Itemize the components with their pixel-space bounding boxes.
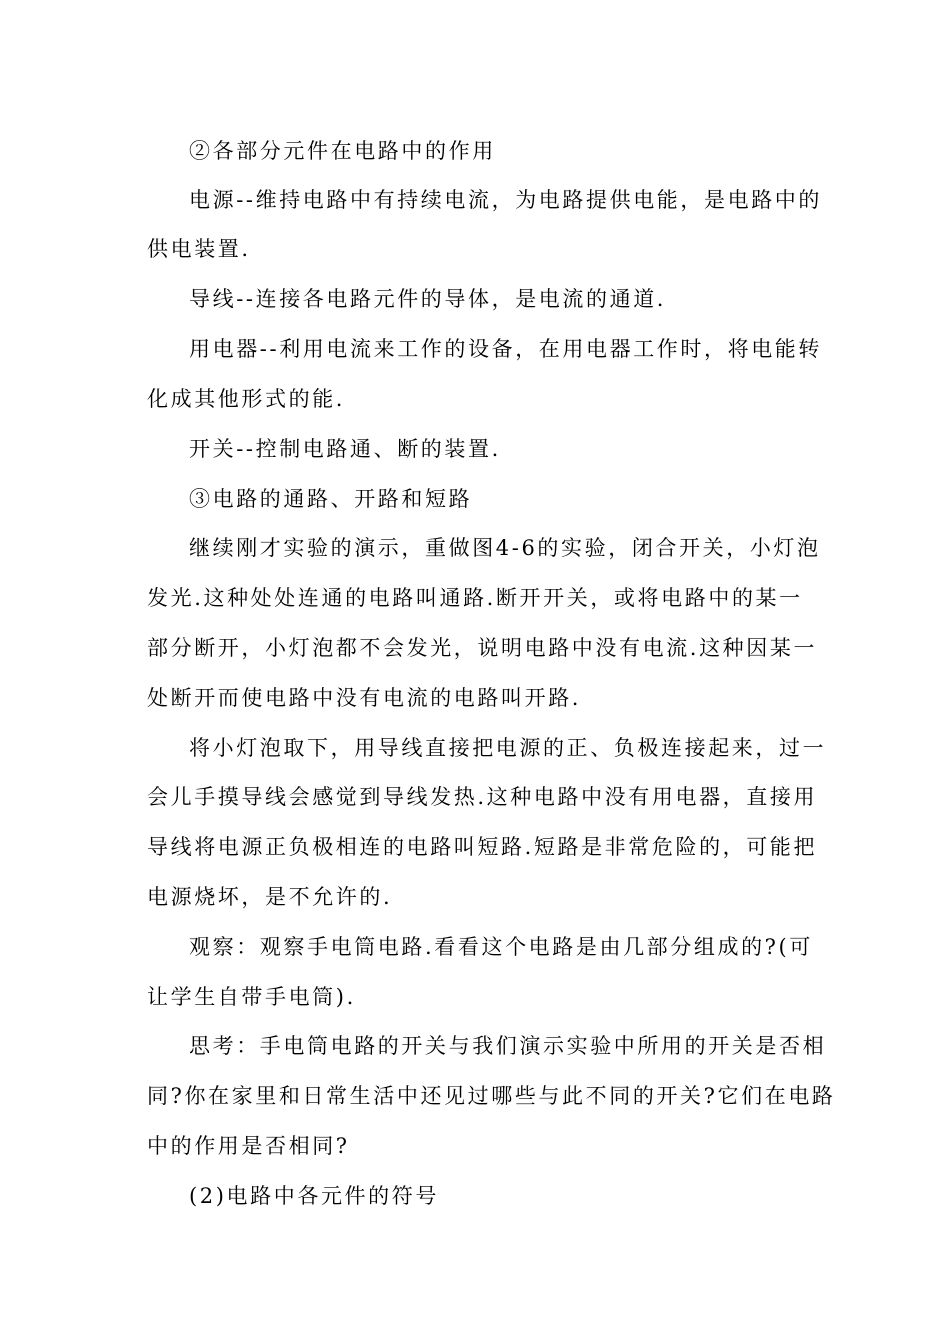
heading-component-roles: ②各部分元件在电路中的作用: [189, 139, 496, 163]
paragraph-observe-2: 让学生自带手电筒).: [147, 985, 356, 1009]
paragraph-open-circuit-4: 处断开而使电路中没有电流的电路叫开路.: [147, 686, 582, 710]
paragraph-think-1: 思考：手电筒电路的开关与我们演示实验中所用的开关是否相: [189, 1034, 827, 1058]
paragraph-open-circuit-1: 继续刚才实验的演示，重做图4-6的实验，闭合开关，小灯泡: [189, 536, 821, 560]
paragraph-switch: 开关--控制电路通、断的装置.: [189, 437, 501, 461]
heading-circuit-states: ③电路的通路、开路和短路: [189, 487, 473, 511]
paragraph-observe-1: 观察：观察手电筒电路.看看这个电路是由几部分组成的?(可: [189, 935, 813, 959]
paragraph-appliance-cont: 化成其他形式的能.: [147, 387, 346, 411]
heading-component-symbols: (2)电路中各元件的符号: [189, 1184, 439, 1208]
paragraph-power-source-cont: 供电装置.: [147, 237, 251, 261]
paragraph-think-2: 同?你在家里和日常生活中还见过哪些与此不同的开关?它们在电路: [147, 1084, 836, 1108]
paragraph-appliance: 用电器--利用电流来工作的设备，在用电器工作时，将电能转: [189, 337, 822, 361]
paragraph-wire: 导线--连接各电路元件的导体，是电流的通道.: [189, 287, 667, 311]
paragraph-power-source: 电源--维持电路中有持续电流，为电路提供电能，是电路中的: [189, 188, 822, 212]
paragraph-open-circuit-2: 发光.这种处处连通的电路叫通路.断开开关，或将电路中的某一: [147, 586, 803, 610]
paragraph-short-circuit-4: 电源烧坏，是不允许的.: [147, 885, 393, 909]
paragraph-think-3: 中的作用是否相同?: [147, 1134, 350, 1158]
paragraph-open-circuit-3: 部分断开，小灯泡都不会发光，说明电路中没有电流.这种因某一: [147, 636, 818, 660]
paragraph-short-circuit-2: 会儿手摸导线会感觉到导线发热.这种电路中没有用电器，直接用: [147, 785, 818, 809]
paragraph-short-circuit-3: 导线将电源正负极相连的电路叫短路.短路是非常危险的，可能把: [147, 835, 818, 859]
paragraph-short-circuit-1: 将小灯泡取下，用导线直接把电源的正、负极连接起来，过一: [189, 736, 827, 760]
